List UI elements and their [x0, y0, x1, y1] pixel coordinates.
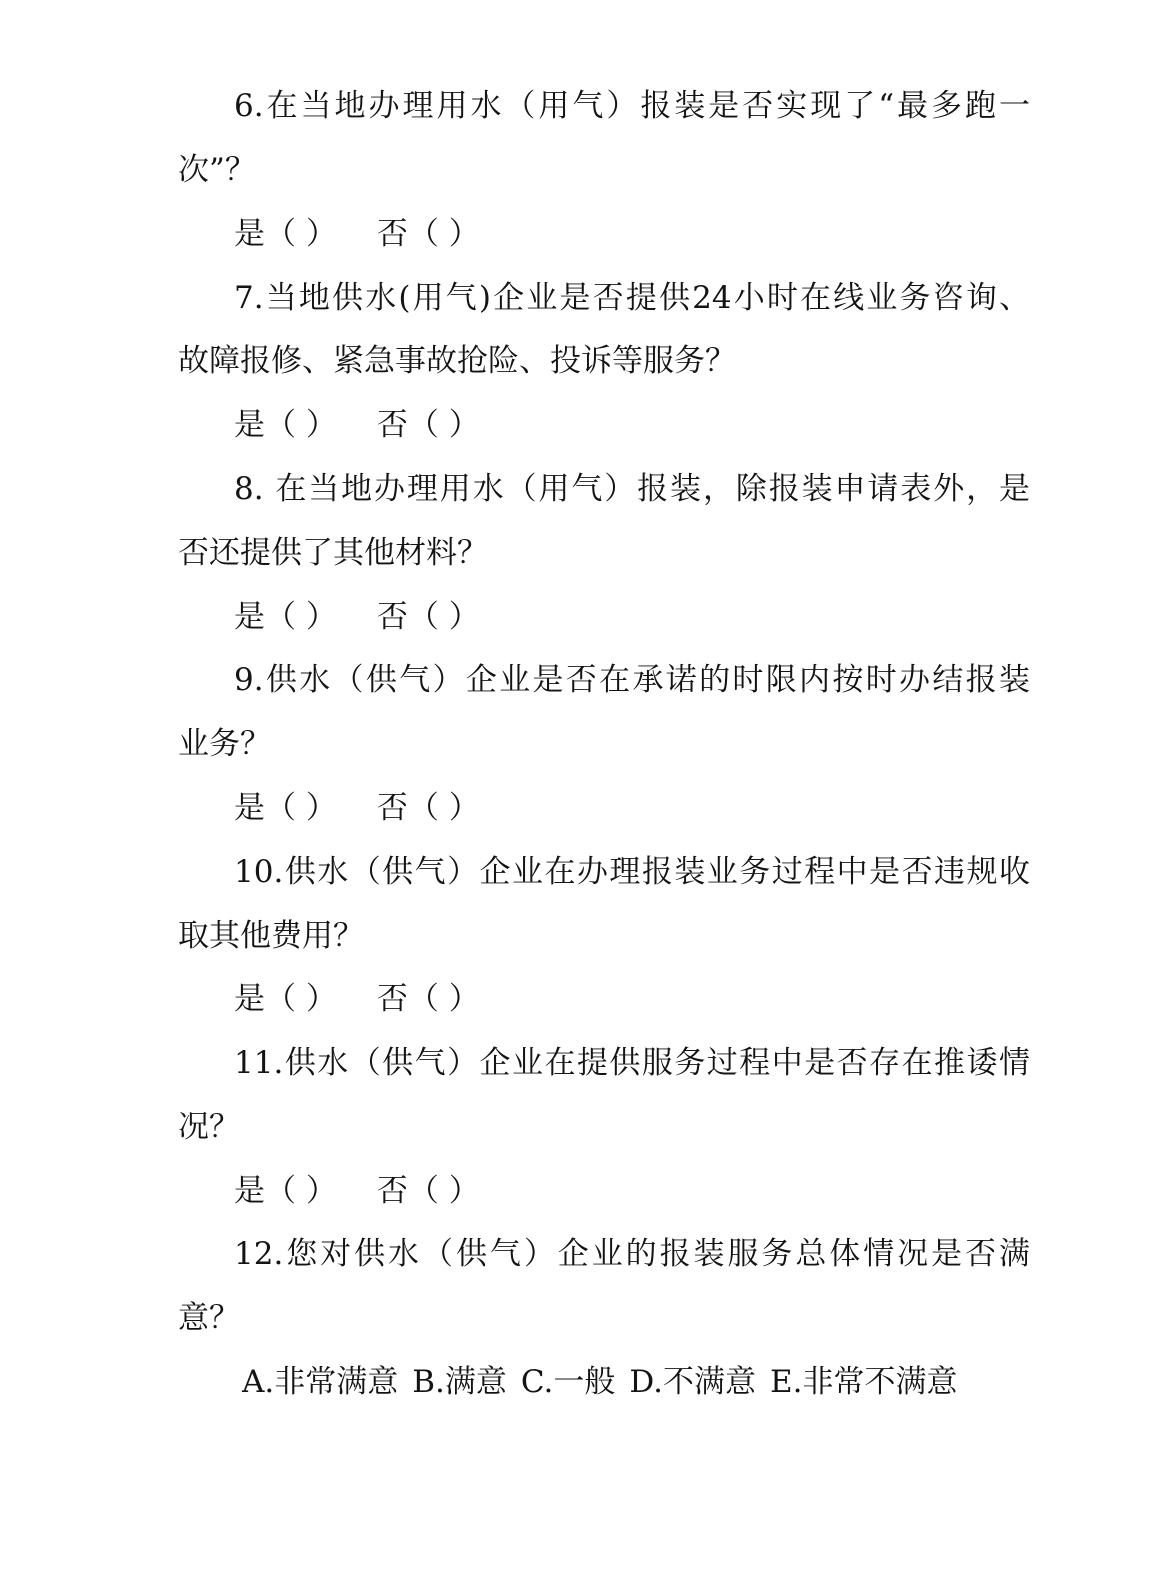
question-7-text: 7.当地供水(用气)企业是否提供24小时在线业务咨询、 [234, 280, 1030, 316]
question-12-choices [242, 1362, 1002, 1402]
yes-option: 是（ ） [234, 599, 337, 635]
no-option: 否（ ） [376, 790, 480, 826]
question-8-text: 8. 在当地办理用水（用气）报装，除报装申请表外，是 [234, 471, 1030, 507]
question-8-text-cont: 否还提供了其他材料？ [178, 535, 488, 571]
question-12-text: 12.您对供水（供气）企业的报装服务总体情况是否满 [234, 1236, 1030, 1272]
no-option: 否（ ） [376, 981, 480, 1017]
question-8-answer [234, 597, 480, 637]
yes-option: 是（ ） [234, 790, 337, 826]
choice-c: C.一般 [520, 1364, 616, 1400]
no-option: 否（ ） [376, 216, 480, 252]
question-6-text: 6.在当地办理用水（用气）报装是否实现了“最多跑一 [234, 88, 1030, 124]
question-11-text-cont: 况？ [178, 1109, 240, 1145]
question-9-text-cont: 业务？ [178, 726, 271, 762]
yes-option: 是（ ） [234, 1173, 337, 1209]
choice-d: D.不满意 [629, 1364, 756, 1400]
no-option: 否（ ） [376, 599, 480, 635]
question-10-text-cont: 取其他费用？ [178, 918, 364, 954]
choice-a: A.非常满意 [242, 1364, 399, 1400]
question-9-text: 9.供水（供气）企业是否在承诺的时限内按时办结报装 [234, 662, 1030, 698]
question-11-answer [234, 1171, 480, 1211]
question-11-text: 11.供水（供气）企业在提供服务过程中是否存在推诿情 [234, 1045, 1030, 1081]
question-10-answer [234, 979, 480, 1019]
yes-option: 是（ ） [234, 216, 337, 252]
question-12-text-cont: 意？ [178, 1300, 240, 1336]
choice-b: B.满意 [412, 1364, 507, 1400]
question-9-answer [234, 788, 480, 828]
question-7-answer [234, 405, 480, 445]
yes-option: 是（ ） [234, 407, 337, 443]
question-7-text-cont: 故障报修、紧急事故抢险、投诉等服务？ [178, 343, 736, 379]
question-6-answer [234, 214, 480, 254]
no-option: 否（ ） [376, 1173, 480, 1209]
question-10-text: 10.供水（供气）企业在办理报装业务过程中是否违规收 [234, 854, 1030, 890]
choice-e: E.非常不满意 [769, 1364, 958, 1400]
question-6-text-cont: 次”？ [178, 152, 256, 188]
no-option: 否（ ） [376, 407, 480, 443]
yes-option: 是（ ） [234, 981, 337, 1017]
